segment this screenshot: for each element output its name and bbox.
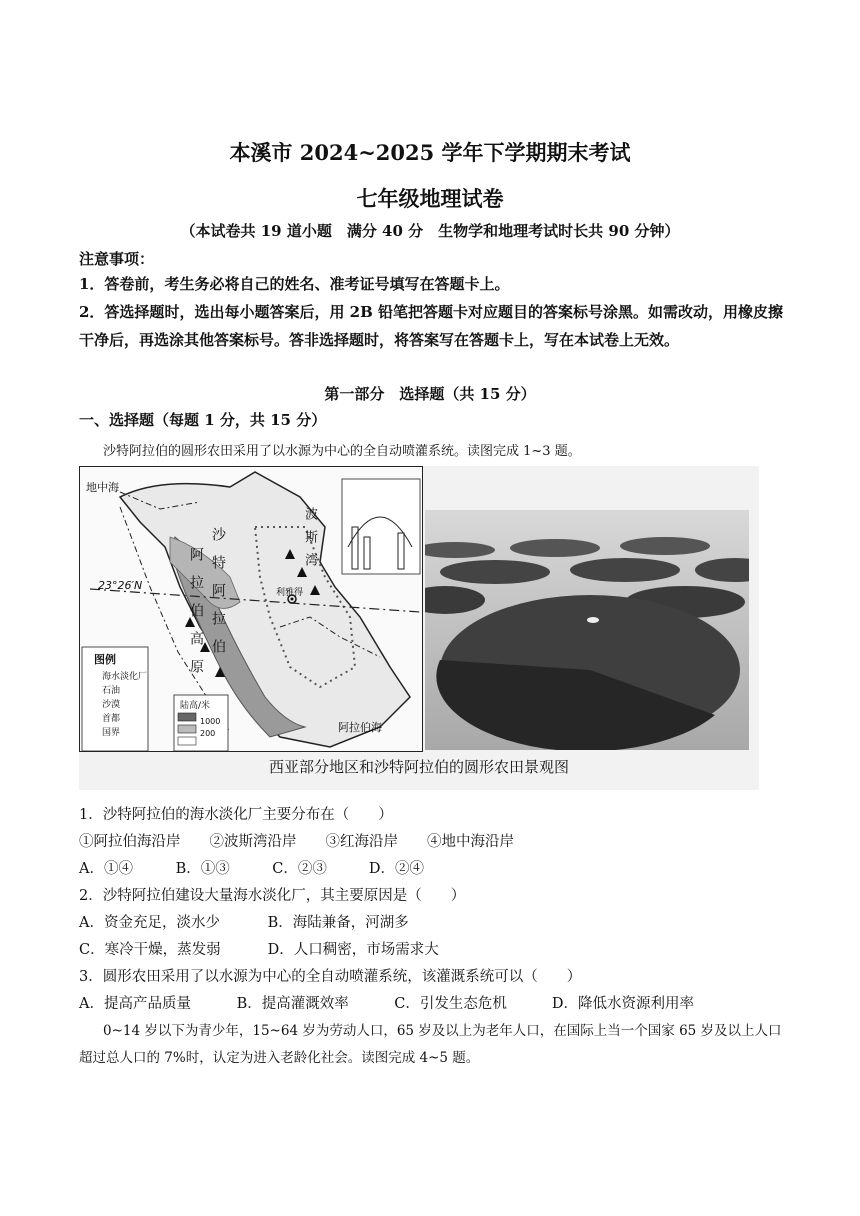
q3-option-b[interactable]: B．提高灌溉效率	[236, 996, 349, 1012]
label-arabian-sea: 阿拉伯海	[338, 721, 382, 734]
question-2-options-row1	[79, 911, 409, 932]
question-2: 2．沙特阿拉伯建设大量海水淡化厂，其主要原因是（ ）	[79, 888, 466, 904]
circular-field-photo	[425, 510, 749, 750]
question-2-options-row2	[79, 938, 439, 959]
q1-option-d[interactable]: D．②④	[368, 861, 424, 877]
q1-option-c[interactable]: C．②③	[272, 861, 327, 877]
intro-1: 沙特阿拉伯的圆形农田采用了以水源为中心的全自动喷灌系统。读图完成 1~3 题。	[103, 444, 581, 459]
q3-option-d[interactable]: D．降低水资源利用率	[551, 996, 694, 1012]
west-asia-map	[79, 466, 423, 752]
q2-option-c[interactable]: C．寒冷干燥，蒸发弱	[79, 942, 221, 958]
label-latitude: 23°26′N	[98, 579, 143, 592]
notice-item-1: 1．答卷前，考生务必将自己的姓名、准考证号填写在答题卡上。	[79, 275, 510, 293]
figure	[79, 466, 759, 790]
legend-title: 图例	[94, 653, 116, 666]
question-1-items: ①阿拉伯海沿岸 ②波斯湾沿岸 ③红海沿岸 ④地中海沿岸	[79, 834, 514, 850]
label-saudi: 沙特阿拉伯	[210, 527, 226, 667]
q1-option-b[interactable]: B．①③	[175, 861, 230, 877]
q3-option-c[interactable]: C．引发生态危机	[394, 996, 507, 1012]
elevation-1000: 1000	[200, 717, 221, 726]
exam-info: （本试卷共 19 道小题 满分 40 分 生物学和地理考试时长共 90 分钟）	[180, 222, 680, 240]
part1-heading: 第一部分 选择题（共 15 分）	[324, 385, 536, 403]
notice-heading: 注意事项：	[79, 250, 155, 268]
map-drawing	[80, 467, 424, 753]
label-plateau: 阿拉伯高原	[188, 547, 204, 687]
q3-option-a[interactable]: A．提高产品质量	[79, 996, 191, 1012]
section-heading: 一、选择题（每题 1 分，共 15 分）	[79, 411, 327, 429]
intro-2: 0~14 岁以下为青少年，15~64 岁为劳动人口，65 岁及以上为老年人口，在国际上当一个国家 65 岁及以上人口超过总人口的 7%时，认定为进入老龄化社会。读图完成 4~5 题。	[79, 1023, 782, 1066]
legend-item-oil: 石油	[102, 686, 121, 696]
question-3: 3．圆形农田采用了以水源为中心的全自动喷灌系统，该灌溉系统可以（ ）	[79, 969, 582, 985]
legend-item-border: 国界	[102, 728, 121, 738]
photo-drawing	[425, 510, 749, 750]
exam-title: 本溪市 2024~2025 学年下学期期末考试	[229, 140, 631, 165]
elevation-200: 200	[200, 729, 216, 738]
exam-subtitle: 七年级地理试卷	[356, 186, 504, 211]
legend-item-desert: 沙漠	[102, 700, 121, 710]
question-1-options	[79, 857, 424, 878]
q2-option-b[interactable]: B．海陆兼备，河湖多	[267, 915, 409, 931]
q1-option-a[interactable]: A．①④	[79, 861, 133, 877]
legend-item-capital: 首都	[102, 714, 121, 724]
elevation-title: 陆高/米	[180, 701, 211, 711]
q2-option-a[interactable]: A．资金充足，淡水少	[79, 915, 220, 931]
legend-item-desalination: 海水淡化厂	[102, 672, 148, 682]
label-capital: 利雅得	[276, 588, 304, 598]
notice-item-2: 2．答选择题时，选出每小题答案后，用 2B 铅笔把答题卡对应题目的答案标号涂黑。如需改动，用橡皮擦干净后，再选涂其他答案标号。答非选择题时，将答案写在答题卡上，写在本试卷上无效。	[79, 303, 784, 349]
q2-option-d[interactable]: D．人口稠密，市场需求大	[267, 942, 439, 958]
question-3-options	[79, 992, 694, 1013]
label-mediterranean: 地中海	[86, 481, 119, 494]
label-gulf: 波斯湾	[302, 507, 317, 576]
figure-caption: 西亚部分地区和沙特阿拉伯的圆形农田景观图	[268, 758, 569, 776]
question-1: 1．沙特阿拉伯的海水淡化厂主要分布在（ ）	[79, 807, 393, 823]
